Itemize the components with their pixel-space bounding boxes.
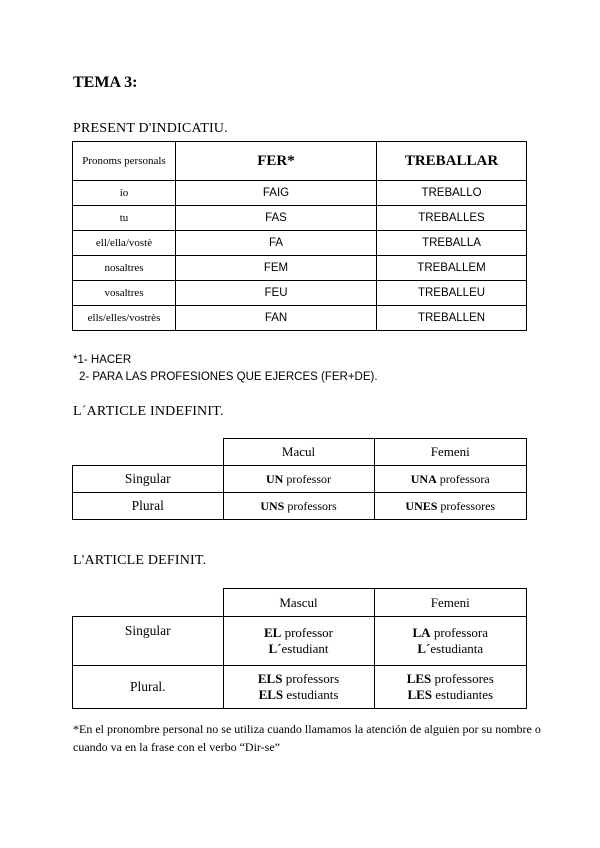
noun-text: estudianta [430,641,484,656]
row-label-plural: Plural. [73,666,224,709]
table-row [73,493,527,520]
header-fer: FER* [176,142,377,181]
article-bold: ELS [258,687,284,702]
empty-corner-cell [73,439,224,466]
row-label-singular: Singular [73,466,224,493]
note-hacer: *1- HACER [73,354,132,366]
header-feminine: Femeni [374,589,527,617]
noun-text: professor [286,471,331,486]
table-row [73,666,527,709]
masculine-cell [223,466,374,493]
article-indefinit-table [72,438,527,520]
section-heading-definit: L'ARTICLE DEFINIT. [73,553,207,568]
pronoun-cell: vosaltres [73,281,176,306]
table-row [73,181,527,206]
pronoun-cell: nosaltres [73,256,176,281]
article-bold: L´ [268,641,282,656]
treballar-cell: TREBALLEM [377,256,527,281]
noun-text: professor [284,625,333,640]
noun-text: estudiant [281,641,329,656]
fer-cell: FEM [176,256,377,281]
fer-cell: FAS [176,206,377,231]
noun-text: professora [439,471,490,486]
article-bold: UN [266,471,284,486]
header-pronoms: Pronoms personals [73,142,176,181]
page-title: TEMA 3: [73,74,138,91]
note-profesiones: 2- PARA LAS PROFESIONES QUE EJERCES (FER+DE). [79,371,378,383]
noun-text: professors [285,671,340,686]
feminine-cell [374,666,527,709]
pronoun-cell: io [73,181,176,206]
noun-text: professors [287,498,337,513]
table-row [73,466,527,493]
header-masculine: Macul [223,439,374,466]
empty-corner-cell [73,589,224,617]
noun-text: professores [440,498,496,513]
treballar-cell: TREBALLA [377,231,527,256]
noun-text: estudiants [286,687,339,702]
feminine-cell [374,466,527,493]
table-row [73,206,527,231]
masculine-cell [223,666,374,709]
article-bold: EL [264,625,282,640]
article-bold: L´ [417,641,431,656]
present-indicatiu-table [72,141,527,331]
feminine-cell [374,617,527,666]
treballar-cell: TREBALLO [377,181,527,206]
table-header-row [73,589,527,617]
header-masculine: Mascul [223,589,374,617]
row-label-singular: Singular [73,617,224,666]
article-bold: UNES [405,498,438,513]
header-feminine: Femeni [374,439,527,466]
treballar-cell: TREBALLEN [377,306,527,331]
section-heading-present: PRESENT D'INDICATIU. [73,121,228,136]
article-bold: ELS [257,671,283,686]
footnote: *En el pronombre personal no se utiliza cuando llamamos la atención de alguien por su nombre o cuando va en la frase con el verbo “Dir-se” [73,722,541,754]
feminine-cell [374,493,527,520]
article-bold: LA [412,625,431,640]
table-header-row [73,142,527,181]
table-row [73,231,527,256]
pronoun-cell: ells/elles/vostrès [73,306,176,331]
noun-text: professores [434,671,494,686]
fer-cell: FEU [176,281,377,306]
masculine-cell [223,617,374,666]
header-treballar: TREBALLAR [377,142,527,181]
fer-cell: FA [176,231,377,256]
article-definit-table [72,588,527,709]
article-bold: UNA [410,471,437,486]
fer-cell: FAN [176,306,377,331]
pronoun-cell: ell/ella/vostè [73,231,176,256]
section-heading-indefinit: L´ARTICLE INDEFINIT. [73,404,224,419]
treballar-cell: TREBALLES [377,206,527,231]
article-bold: LES [407,687,433,702]
treballar-cell: TREBALLEU [377,281,527,306]
fer-cell: FAIG [176,181,377,206]
table-row [73,281,527,306]
row-label-plural: Plural [73,493,224,520]
article-bold: LES [406,671,432,686]
table-header-row [73,439,527,466]
noun-text: estudiantes [435,687,494,702]
pronoun-cell: tu [73,206,176,231]
masculine-cell [223,493,374,520]
table-row [73,256,527,281]
table-row [73,617,527,666]
table-row [73,306,527,331]
article-bold: UNS [260,498,285,513]
noun-text: professora [433,625,488,640]
